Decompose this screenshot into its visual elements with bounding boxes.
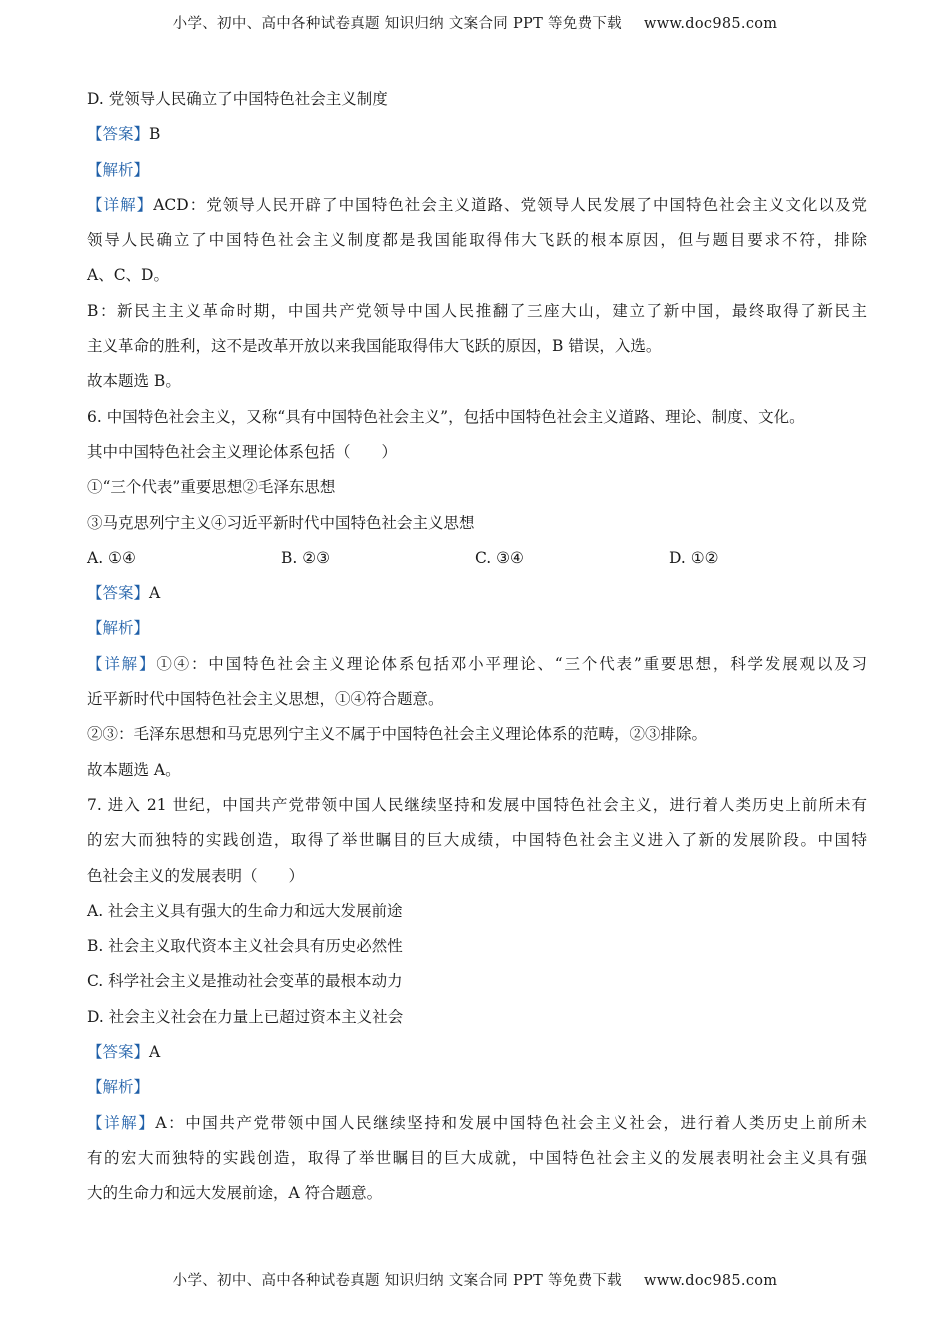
q7-detail-line bbox=[87, 1109, 867, 1144]
q5-detail-line: B：新民主主义革命时期，中国共产党领导中国人民推翻了三座大山，建立了新中国，最终取得了新民主 bbox=[87, 301, 867, 320]
q6-option-d: D. ①② bbox=[669, 548, 719, 567]
detail-label: 【详解】 bbox=[87, 1113, 156, 1132]
q6-option-b: B. ②③ bbox=[281, 548, 331, 567]
answer-value: B bbox=[149, 125, 161, 144]
q7-option-d: D. 社会主义社会在力量上已超过资本主义社会 bbox=[87, 1007, 404, 1026]
detail-text: A：中国共产党带领中国人民继续坚持和发展中国特色社会主义社会，进行着人类历史上前所未 bbox=[155, 1113, 867, 1132]
answer-value: A bbox=[149, 584, 161, 603]
q7-detail-line: 有的宏大而独特的实践创造，取得了举世瞩目的巨大成就，中国特色社会主义的发展表明社会主义具有强 bbox=[87, 1148, 867, 1167]
q7-option-a: A. 社会主义具有强大的生命力和远大发展前途 bbox=[87, 901, 403, 920]
document-body bbox=[87, 85, 867, 1215]
q7-stem: 色社会主义的发展表明（ ） bbox=[87, 866, 305, 885]
q5-conclusion: 故本题选 B。 bbox=[87, 372, 181, 391]
q5-detail-line: 领导人民确立了中国特色社会主义制度都是我国能取得伟大飞跃的根本原因，但与题目要求不符，排除 bbox=[87, 231, 867, 250]
q7-analysis-label bbox=[87, 1073, 867, 1108]
q6-option-c: C. ③④ bbox=[475, 548, 524, 567]
q7-detail-line: 大的生命力和远大发展前途，A 符合题意。 bbox=[87, 1184, 383, 1203]
answer-label: 【答案】 bbox=[87, 125, 150, 144]
answer-label: 【答案】 bbox=[87, 584, 150, 603]
q6-stem: 其中中国特色社会主义理论体系包括（ ） bbox=[87, 442, 398, 461]
q6-options bbox=[87, 544, 867, 579]
q7-option-b: B. 社会主义取代资本主义社会具有历史必然性 bbox=[87, 937, 403, 956]
detail-label: 【详解】 bbox=[87, 195, 154, 214]
q6-answer bbox=[87, 579, 867, 614]
page-footer bbox=[0, 1269, 950, 1290]
q7-stem: 7. 进入 21 世纪，中国共产党带领中国人民继续坚持和发展中国特色社会主义，进行着人类历史上前所未有 bbox=[87, 795, 867, 814]
q5-option-d: D. 党领导人民确立了中国特色社会主义制度 bbox=[87, 90, 388, 108]
footer-text: 小学、初中、高中各种试卷真题 知识归纳 文案合同 PPT 等免费下载 bbox=[172, 1273, 622, 1289]
q7-option-c: C. 科学社会主义是推动社会变革的最根本动力 bbox=[87, 972, 403, 991]
q7-answer bbox=[87, 1038, 867, 1073]
q6-option-a: A. ①④ bbox=[87, 548, 136, 567]
q5-answer bbox=[87, 120, 867, 155]
footer-site-link[interactable]: www.doc985.com bbox=[643, 1273, 778, 1289]
q6-detail-line: ②③：毛泽东思想和马克思列宁主义不属于中国特色社会主义理论体系的范畴，②③排除。 bbox=[87, 725, 708, 744]
page-header bbox=[0, 12, 950, 33]
analysis-label: 【解析】 bbox=[87, 619, 150, 638]
q5-detail-line: A、C、D。 bbox=[87, 266, 169, 285]
q5-detail-line: 主义革命的胜利，这不是改革开放以来我国能取得伟大飞跃的原因，B 错误，入选。 bbox=[87, 337, 662, 356]
header-site-link[interactable]: www.doc985.com bbox=[643, 16, 778, 32]
q5-detail-line bbox=[87, 191, 867, 226]
q5-analysis-label bbox=[87, 156, 867, 191]
detail-text: ACD：党领导人民开辟了中国特色社会主义道路、党领导人民发展了中国特色社会主义文化以及党 bbox=[153, 195, 867, 214]
q6-item: ③马克思列宁主义④习近平新时代中国特色社会主义思想 bbox=[87, 513, 475, 532]
answer-label: 【答案】 bbox=[87, 1043, 150, 1062]
detail-text: ①④：中国特色社会主义理论体系包括邓小平理论、“三个代表”重要思想，科学发展观以及习 bbox=[156, 654, 867, 673]
q6-detail-line: 近平新时代中国特色社会主义思想，①④符合题意。 bbox=[87, 690, 444, 709]
analysis-label: 【解析】 bbox=[87, 1078, 150, 1097]
analysis-label: 【解析】 bbox=[87, 160, 150, 179]
q7-stem: 的宏大而独特的实践创造，取得了举世瞩目的巨大成绩，中国特色社会主义进入了新的发展阶段。中国特 bbox=[87, 831, 867, 850]
q6-stem: 6. 中国特色社会主义，又称“具有中国特色社会主义”，包括中国特色社会主义道路、理论、制度、文化。 bbox=[87, 407, 805, 426]
header-text: 小学、初中、高中各种试卷真题 知识归纳 文案合同 PPT 等免费下载 bbox=[172, 16, 622, 32]
q6-detail-line bbox=[87, 650, 867, 685]
q6-item: ①“三个代表”重要思想②毛泽东思想 bbox=[87, 478, 336, 497]
detail-label: 【详解】 bbox=[87, 654, 157, 673]
q6-analysis-label bbox=[87, 614, 867, 649]
answer-value: A bbox=[149, 1043, 161, 1062]
q6-conclusion: 故本题选 A。 bbox=[87, 760, 181, 779]
